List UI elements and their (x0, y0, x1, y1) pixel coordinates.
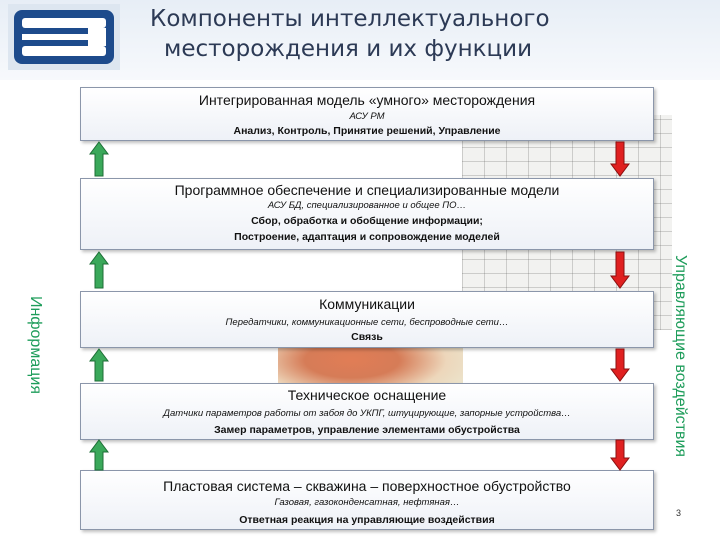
block-heading: Техническое оснащение (287, 387, 447, 403)
block-heading: Коммуникации (319, 296, 415, 312)
block-integrated-model (80, 87, 654, 141)
block-description: Анализ, Контроль, Принятие решений, Управление (233, 125, 501, 137)
up-arrow-icon (89, 251, 109, 289)
block-description: Сбор, обработка и обобщение информации; (251, 215, 483, 227)
block-subtitle: АСУ РМ (349, 111, 385, 122)
page-number: 3 (676, 508, 682, 518)
block-description-2: Построение, адаптация и сопровождение моделей (234, 231, 500, 243)
block-subtitle: Газовая, газоконденсатная, нефтяная… (274, 497, 460, 508)
block-heading: Пластовая система – скважина – поверхностное обустройство (163, 478, 571, 494)
block-reservoir-system (80, 470, 654, 530)
block-technical-equipment (80, 383, 654, 440)
title-line-2: месторождения и их функции (164, 36, 533, 62)
up-arrow-icon (89, 439, 109, 471)
company-logo-icon (8, 4, 120, 70)
down-arrow-icon (610, 251, 630, 289)
block-description: Связь (351, 331, 383, 343)
block-subtitle: Датчики параметров работы от забоя до УКПГ, штуцирующие, запорные устройства… (163, 408, 571, 419)
block-heading: Интегрированная модель «умного» месторождения (198, 92, 536, 108)
down-arrow-icon (610, 439, 630, 471)
slide-title (150, 4, 550, 64)
block-description: Замер параметров, управление элементами обустройства (214, 424, 520, 436)
block-subtitle: АСУ БД, специализированное и общее ПО… (267, 200, 467, 211)
title-line-1: Компоненты интеллектуального (150, 6, 550, 32)
up-arrow-icon (89, 348, 109, 382)
slide-header (0, 0, 720, 80)
block-communications (80, 291, 654, 348)
down-arrow-icon (610, 348, 630, 382)
block-subtitle: Передатчики, коммуникационные сети, беспроводные сети… (225, 317, 509, 328)
block-heading: Программное обеспечение и специализированные модели (174, 182, 560, 198)
block-software (80, 178, 654, 250)
up-arrow-icon (89, 141, 109, 177)
control-actions-side-label: Управляющие воздействия (672, 254, 689, 458)
information-side-label: Информация (27, 296, 44, 394)
down-arrow-icon (610, 141, 630, 177)
block-description: Ответная реакция на управляющие воздействия (239, 514, 495, 526)
